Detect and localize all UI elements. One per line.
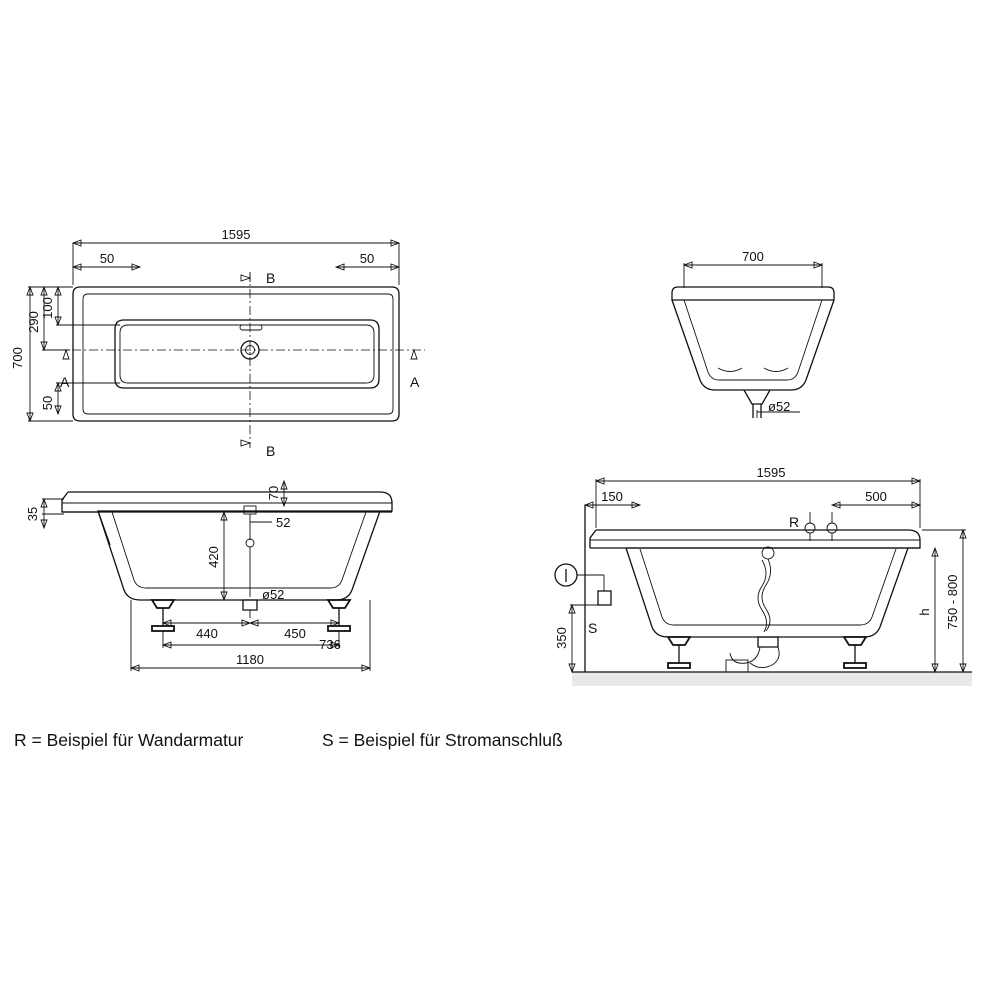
dim-top-offset-100: 100 xyxy=(40,297,55,319)
dim-aa-base-span: 1180 xyxy=(236,652,264,667)
dim-bb-height-range: 750 - 800 xyxy=(945,574,960,630)
legend-wandarmatur: R = Beispiel für Wandarmatur xyxy=(14,730,244,750)
label-section-a-left: A xyxy=(60,374,70,390)
legend-stromanschluss: S = Beispiel für Stromanschluß xyxy=(322,730,563,750)
legend xyxy=(0,730,1000,770)
dim-aa-rim: 35 xyxy=(25,506,40,522)
dim-aa-foot-span: 736 xyxy=(319,637,341,652)
dim-bb-wall-offset: 150 xyxy=(601,489,623,504)
dim-top-right-inset: 50 xyxy=(359,251,375,266)
dim-aa-drain: ø52 xyxy=(262,587,285,602)
label-section-a-right: A xyxy=(410,374,420,390)
dim-top-offset-290: 290 xyxy=(26,311,41,333)
dim-end-width: 700 xyxy=(742,249,764,264)
label-tap-r: R xyxy=(789,514,800,530)
label-section-b-bottom: B xyxy=(266,443,276,459)
dim-bb-tap-offset: 500 xyxy=(865,489,887,504)
dim-aa-foot-mid: 450 xyxy=(284,626,306,641)
end-view-group xyxy=(672,249,834,418)
label-section-b-top: B xyxy=(266,270,276,286)
dim-top-offset-50: 50 xyxy=(40,395,55,411)
tap-symbol-group xyxy=(789,512,837,541)
dim-end-drain: ø52 xyxy=(768,399,791,414)
label-power-s: S xyxy=(588,620,598,636)
dim-top-width: 700 xyxy=(10,347,25,369)
dim-aa-overflow-offset: 52 xyxy=(276,515,291,530)
dim-bb-height-h: h xyxy=(917,608,932,616)
dim-top-length: 1595 xyxy=(221,227,251,242)
dim-aa-foot-left: 440 xyxy=(196,626,218,641)
dim-bb-length: 1595 xyxy=(756,465,786,480)
dim-aa-overflow-top: 70 xyxy=(266,485,281,501)
dim-aa-depth: 420 xyxy=(206,546,221,568)
dim-top-left-inset: 50 xyxy=(99,251,115,266)
foot-right-bb xyxy=(844,637,866,668)
power-symbol-group xyxy=(555,564,611,636)
top-view-group xyxy=(10,227,425,459)
section-aa-group xyxy=(25,481,392,671)
dim-bb-power-height: 350 xyxy=(554,627,569,649)
foot-left-bb xyxy=(668,637,690,668)
section-bb-group xyxy=(554,465,972,686)
